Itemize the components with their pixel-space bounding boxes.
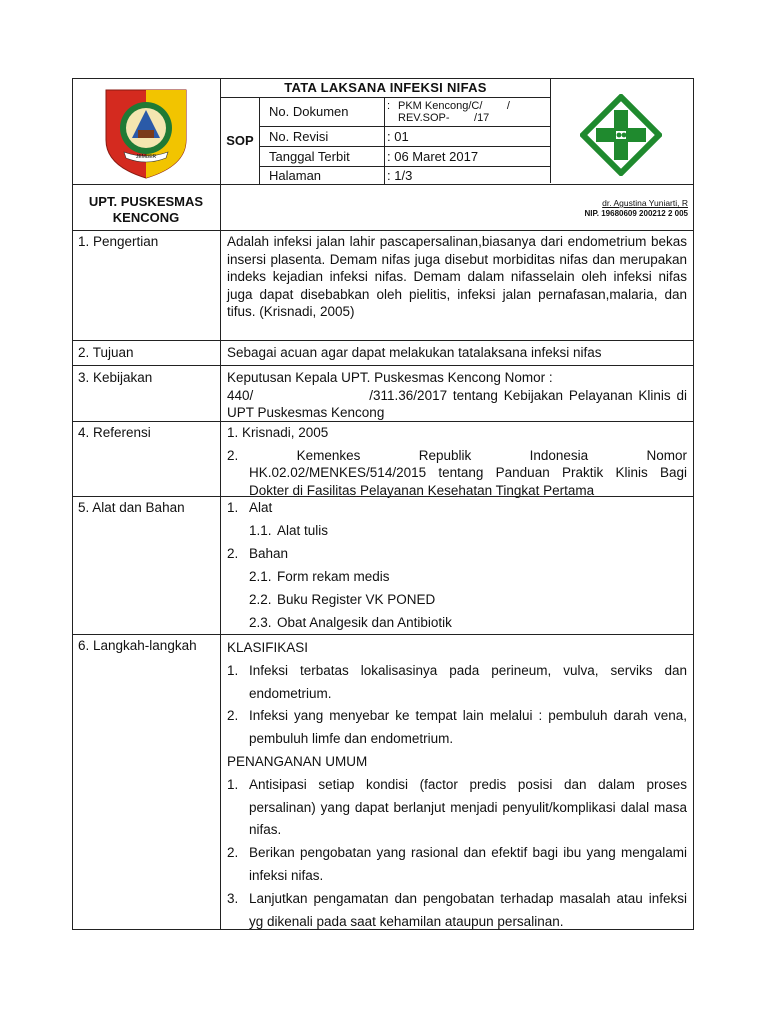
divider-title — [220, 97, 550, 98]
divider-right-column — [550, 78, 551, 183]
jember-logo-text: JEMBER — [135, 154, 157, 160]
org-name-line2: KENCONG — [112, 210, 180, 225]
alat-item-num: 1.1. — [249, 523, 272, 538]
penanganan-item-num: 2. — [227, 845, 239, 861]
alat-item-num: 2. — [227, 546, 239, 561]
text-referensi — [227, 424, 687, 499]
meta-value-dokumen-2: REV.SOP- /17 — [398, 112, 490, 124]
kebijakan-line1: Keputusan Kepala UPT. Puskesmas Kencong Nomor : — [227, 370, 553, 385]
penanganan-item — [227, 888, 687, 934]
meta-value-revisi: : 01 — [387, 129, 409, 144]
penanganan-item-num: 1. — [227, 776, 239, 792]
label-kebijakan: 3. Kebijakan — [78, 370, 153, 385]
document-title: TATA LAKSANA INFEKSI NIFAS — [284, 80, 487, 95]
sop-document — [72, 78, 694, 930]
klasifikasi-title: KLASIFIKASI — [227, 640, 309, 655]
alat-item-num: 2.1. — [249, 569, 272, 584]
alat-item — [227, 591, 687, 614]
penanganan-item-text: Antisipasi setiap kondisi (factor predis posisi dan dalam proses persalinan) yang dapat berlanjut menjadi penyulit/komplikasi dalal masa nifas. — [249, 776, 687, 838]
divider-org-row — [72, 230, 694, 231]
label-langkah: 6. Langkah-langkah — [78, 638, 197, 653]
list-langkah — [227, 637, 687, 933]
alat-item-num: 2.3. — [249, 615, 272, 630]
penanganan-item-text: Berikan pengobatan yang rasional dan efektif bagi ibu yang mengalami infeksi nifas. — [249, 845, 687, 883]
jember-logo — [102, 86, 190, 180]
sop-label: SOP — [226, 133, 254, 148]
referensi-item2-line1: 2. Kemenkes Republik Indonesia Nomor — [227, 447, 687, 463]
puskesmas-cross-icon — [580, 94, 662, 176]
alat-item — [227, 545, 687, 568]
text-pengertian: Adalah infeksi jalan lahir pascapersalinan,biasanya dari endometrium bekas insersi plasenta. Demam nifas juga disebut morbiditas nifas dan merupakan indeks kejadian infeksi nifas. Demam dalam nifasselain oleh infeksi nifas juga dapat disebabkan oleh pielitis, infeksi jalan pernafasan,malaria, dan tifus. (Krisnadi, 2005) — [227, 234, 687, 319]
klasifikasi-item — [227, 705, 687, 751]
klasifikasi-item-text: Infeksi yang menyebar ke tempat lain melalui : pembuluh darah vena, pembuluh limfe dan endometrium. — [249, 708, 687, 747]
divider-meta-3 — [259, 166, 550, 167]
label-alat-bahan: 5. Alat dan Bahan — [78, 500, 185, 515]
org-name-line1: UPT. PUSKESMAS — [88, 194, 204, 209]
list-alat-bahan — [227, 499, 687, 637]
alat-item — [227, 522, 687, 545]
kebijakan-line3: UPT Puskesmas Kencong — [227, 405, 385, 420]
klasifikasi-item — [227, 660, 687, 706]
penanganan-item-num: 3. — [227, 890, 239, 906]
label-pengertian: 1. Pengertian — [78, 234, 159, 249]
meta-label-revisi: No. Revisi — [269, 129, 329, 144]
divider-meta-2 — [259, 146, 550, 147]
signer-nip: NIP. 19680609 200212 2 005 — [584, 209, 688, 218]
meta-value-tanggal: : 06 Maret 2017 — [387, 149, 479, 164]
penanganan-title: PENANGANAN UMUM — [227, 753, 368, 769]
alat-item-text: Buku Register VK PONED — [277, 592, 436, 607]
alat-item-text: Obat Analgesik dan Antibiotik — [277, 615, 452, 630]
meta-colon-dokumen: : — [387, 100, 391, 112]
divider-meta-1 — [259, 126, 550, 127]
klasifikasi-item-num: 2. — [227, 708, 239, 724]
penanganan-item — [227, 774, 687, 842]
meta-label-dokumen: No. Dokumen — [269, 104, 349, 119]
alat-item-text: Bahan — [249, 546, 289, 561]
label-tujuan: 2. Tujuan — [78, 345, 134, 360]
alat-item-num: 2.2. — [249, 592, 272, 607]
meta-value-halaman: : 1/3 — [387, 168, 413, 183]
kebijakan-line2: 440/ /311.36/2017 tentang Kebijakan Pelayanan Klinis di — [227, 387, 687, 403]
divider-row-2 — [72, 365, 694, 366]
divider-meta-inner — [384, 98, 385, 184]
meta-value-dokumen-1: PKM Kencong/C/ / — [398, 100, 510, 112]
divider-header-bottom — [72, 184, 694, 185]
meta-label-tanggal: Tanggal Terbit — [269, 149, 350, 164]
text-kebijakan — [227, 369, 687, 422]
alat-item — [227, 614, 687, 637]
jember-crest-icon — [102, 86, 190, 180]
label-referensi: 4. Referensi — [78, 425, 151, 440]
org-name — [72, 194, 220, 226]
text-tujuan: Sebagai acuan agar dapat melakukan tatalaksana infeksi nifas — [227, 345, 602, 360]
divider-row-1 — [72, 340, 694, 341]
klasifikasi-item-num: 1. — [227, 662, 239, 678]
referensi-item1: 1. Krisnadi, 2005 — [227, 425, 329, 440]
divider-left-column — [220, 78, 221, 930]
alat-item — [227, 499, 687, 522]
meta-label-halaman: Halaman — [269, 168, 322, 183]
puskesmas-logo — [580, 94, 662, 176]
alat-item-text: Form rekam medis — [277, 569, 390, 584]
alat-item-text: Alat — [249, 500, 273, 515]
referensi-item2-rest: HK.02.02/MENKES/514/2015 tentang Panduan Praktik Klinis Bagi Dokter di Fasilitas Pelayanan Kesehatan Tingkat Pertama — [249, 465, 687, 498]
signer-name: dr. Agustina Yuniarti, R — [602, 198, 688, 208]
penanganan-item-text: Lanjutkan pengamatan dan pengobatan terhadap masalah atau infeksi yg dikenali pada saat kehamilan ataupun persalinan. — [249, 890, 687, 929]
klasifikasi-item-text: Infeksi terbatas lokalisasinya pada perineum, vulva, serviks dan endometrium. — [249, 662, 687, 701]
divider-sop — [259, 97, 260, 185]
penanganan-item — [227, 842, 687, 888]
alat-item-text: Alat tulis — [277, 523, 329, 538]
alat-item — [227, 568, 687, 591]
alat-item-num: 1. — [227, 500, 239, 515]
